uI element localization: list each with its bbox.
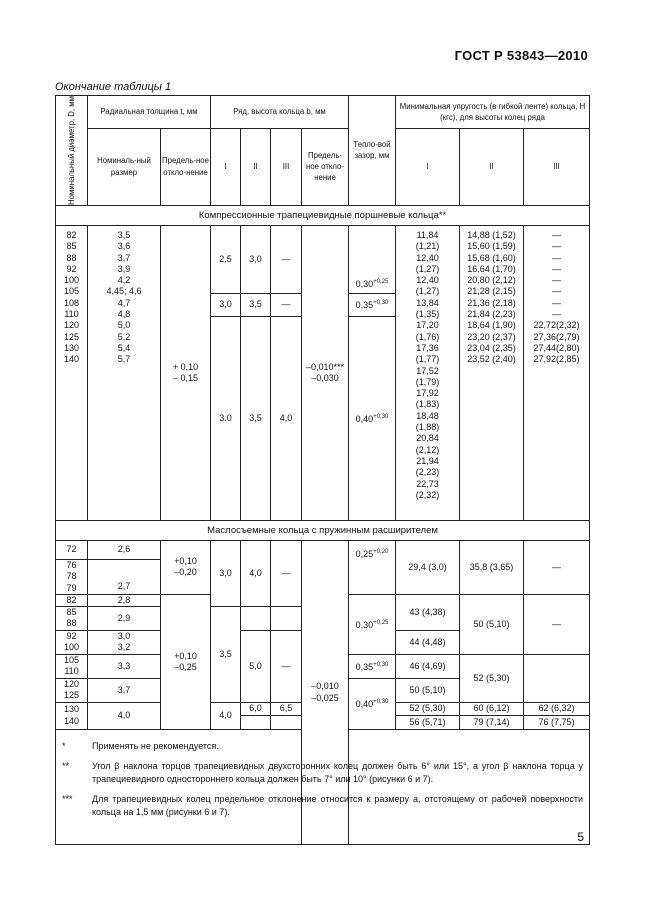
- s1-g2-h2: 3,5: [241, 293, 271, 316]
- s2-ec-1a: 46 (4,69): [396, 654, 460, 678]
- s2-d-72: 72: [56, 540, 88, 559]
- col-row-2: II: [241, 128, 271, 205]
- s2-r1-h1: 3,0: [211, 540, 241, 606]
- s2-s-105: 3,3: [88, 654, 161, 678]
- s2-ec-1b: 50 (5,10): [396, 678, 460, 702]
- s2-eb-1b: 44 (4,48): [396, 630, 460, 654]
- s2-ed-3b: 76 (7,75): [524, 715, 590, 729]
- s2-s-130: 4,0: [88, 702, 161, 729]
- s2-ec-3: [524, 654, 590, 702]
- s2-gap-a: [349, 540, 396, 594]
- s1-elasticity-1: 11,84 (1,21) 12,40 (1,27) 12,40 (1,27) 13,84 (1,35) 17,20 (1,76) 17,36 (1,77) 17,52 (1,79) 17,92 (1,83) 18,48 (1,88) 20,84 (2,12) 21,94 (2,23) 22,73 (2,32): [396, 225, 460, 520]
- s1-elasticity-2: 14,88 (1,52) 15,60 (1,59) 15,68 (1,60) 16,64 (1,70) 20,80 (2,12) 21,28 (2,15) 21,36 (2,18) 21,84 (2,23) 18,64 (1,90) 23,20 (2,37) 23,04 (2,35) 23,52 (2,40): [460, 225, 524, 520]
- ring-parameters-table: [55, 95, 590, 845]
- section-oil-title: Маслосъемные кольца с пружинным расширителем: [56, 520, 590, 540]
- s2-s-82: 2,8: [88, 594, 161, 606]
- s2-dev-a: +0,10 –0,20: [161, 540, 211, 594]
- s1-g3-h2: 3,5: [241, 316, 271, 520]
- s1-sizes: 3,5 3,6 3,7 3,9 4,2 4,45; 4,6 4,7 4,8 5,0 5,2 5,4 5,7: [88, 225, 161, 520]
- s2-r2-h3: —: [271, 630, 302, 702]
- s2-ed-3a: 62 (6,32): [524, 702, 590, 715]
- standard-header: ГОСТ Р 53843—2010: [454, 48, 588, 63]
- s2-gap-c-value: $0,35^{+0,30}$: [355, 661, 389, 672]
- s1-gap-3-value: $0,40^{+0,30}$: [355, 413, 389, 424]
- s1-gap-2-value: $0,35^{+0,30}$: [355, 300, 389, 311]
- s2-ed-1b: 56 (5,71): [396, 715, 460, 729]
- s1-gap-2: [349, 293, 396, 316]
- s2-d-82: 82: [56, 594, 88, 606]
- s2-r3-h3: 6,5: [271, 702, 302, 715]
- s1-g1-h1: 2,5: [211, 225, 241, 293]
- note-1: * Применять не рекомендуется.: [62, 740, 219, 751]
- col-height-deviation: Предель-ное откло-нение: [302, 128, 349, 205]
- col-row-1: I: [211, 128, 241, 205]
- s2-ed-2a: 60 (6,12): [460, 702, 524, 715]
- s2-gap-b-value: $0,30^{+0,25}$: [355, 619, 389, 630]
- s1-gap-1: [349, 225, 396, 293]
- s2-gap-a-value: $0,25^{+0,20}$: [355, 548, 389, 559]
- s2-gap-d: [349, 678, 396, 729]
- col-thermal-gap: Тепло-вой зазор, мм: [349, 96, 396, 206]
- s2-r3-h2: 6,0: [241, 702, 271, 715]
- col-row-height: Ряд, высота кольца b, мм: [211, 96, 349, 129]
- col-elasticity-3: III: [524, 128, 590, 205]
- s2-d-130: 130 140: [56, 702, 88, 729]
- s1-g1-h2: 3,0: [241, 225, 271, 293]
- s2-gap-d-value: $0,40^{+0,30}$: [355, 699, 389, 710]
- s1-g3-h3: 4,0: [271, 316, 302, 520]
- s2-height-deviation: –0,010 –0,025: [302, 540, 349, 844]
- s2-r3-h1: 4,0: [211, 702, 241, 729]
- s2-r1-h3: —: [271, 540, 302, 606]
- note-3: *** Для трапециевидных колец предельное отклонение относится к размеру а, отстоящему от рабочей поверхности кольца на 1,5 мм (рисунки 6 и 7).: [62, 794, 584, 817]
- s2-s-92: 3,0 3,2: [88, 630, 161, 654]
- s2-ed-1a: 52 (5,30): [396, 702, 460, 715]
- s1-g2-h3: —: [271, 293, 302, 316]
- s2-gap-c: [349, 654, 396, 678]
- s1-thickness-deviation: + 0,10 – 0,15: [161, 225, 211, 520]
- s2-ed-2b: 79 (7,14): [460, 715, 524, 729]
- s2-d-85: 85 88: [56, 607, 88, 631]
- s2-dev-b: +0,10 –0,25: [161, 594, 211, 729]
- s1-gap-3: [349, 316, 396, 520]
- s1-g2-h1: 3,0: [211, 293, 241, 316]
- s1-g1-h3: —: [271, 225, 302, 293]
- s1-elasticity-3: — — — — — — — — 22,72(2,32) 27,36(2,79) 27,44(2,80) 27,92(2,85): [524, 225, 590, 520]
- s2-eb-2: 50 (5,10): [460, 594, 524, 654]
- s2-r1-h2: 4,0: [241, 540, 271, 606]
- s1-gap-1-value: $0,30^{+0,25}$: [355, 278, 389, 289]
- section-compression-title: Компрессионные трапециевидные поршневые кольца**: [56, 205, 590, 225]
- table-notes: [56, 729, 590, 845]
- s2-d-92: 92 100: [56, 630, 88, 654]
- col-nominal-diameter: Номинальный диаметр, D, мм: [56, 96, 88, 206]
- note-2: ** Угол β наклона торцов трапециевидных двухсторонних колец должен быть 6° или 15°, а угол β наклона торца у трапециевидного одностороннего кольца должен быть 7° или 10° (рисунки 6 и 7).: [62, 761, 584, 784]
- s2-s-76: 2,7: [88, 559, 161, 594]
- s2-s-120: 3,7: [88, 678, 161, 702]
- s2-gap-b: [349, 594, 396, 654]
- s2-ea-3: —: [524, 540, 590, 594]
- s2-d-120: 120 125: [56, 678, 88, 702]
- col-radial-thickness: Радиальная толщина t, мм: [88, 96, 211, 129]
- col-elasticity-1: I: [396, 128, 460, 205]
- s2-d-105: 105 110: [56, 654, 88, 678]
- s1-g3-h1: 3.0: [211, 316, 241, 520]
- page-number: 5: [577, 830, 584, 844]
- s2-r2-h1: 3,5: [211, 607, 241, 703]
- s2-eb-1a: 43 (4,38): [396, 594, 460, 630]
- s2-ea-2: 35,8 (3,65): [460, 540, 524, 594]
- s1-height-deviation: –0,010*** –0,030: [302, 225, 349, 520]
- table-caption: Окончание таблицы 1: [55, 81, 172, 93]
- col-row-3: III: [271, 128, 302, 205]
- s2-eb-3: —: [524, 594, 590, 654]
- s1-diameters: 82 85 88 92 100 105 108 110 120 125 130 140: [56, 225, 88, 520]
- col-limit-deviation: Предель-ное откло-нение: [161, 128, 211, 205]
- s2-s-85: 2,9: [88, 607, 161, 631]
- s2-d-76: 76 78 79: [56, 559, 88, 594]
- col-nominal-size: Номиналь-ный размер: [88, 128, 161, 205]
- s2-ea-1: 29,4 (3,0): [396, 540, 460, 594]
- col-elasticity-2: II: [460, 128, 524, 205]
- col-min-elasticity: Минимальная упругость (в гибкой ленте) кольца, H (кгс), для высоты колец ряда: [396, 96, 590, 129]
- s2-r2-h2: 5,0: [241, 630, 271, 702]
- s2-s-72: 2,6: [88, 540, 161, 559]
- s2-ec-2: 52 (5,30): [460, 654, 524, 702]
